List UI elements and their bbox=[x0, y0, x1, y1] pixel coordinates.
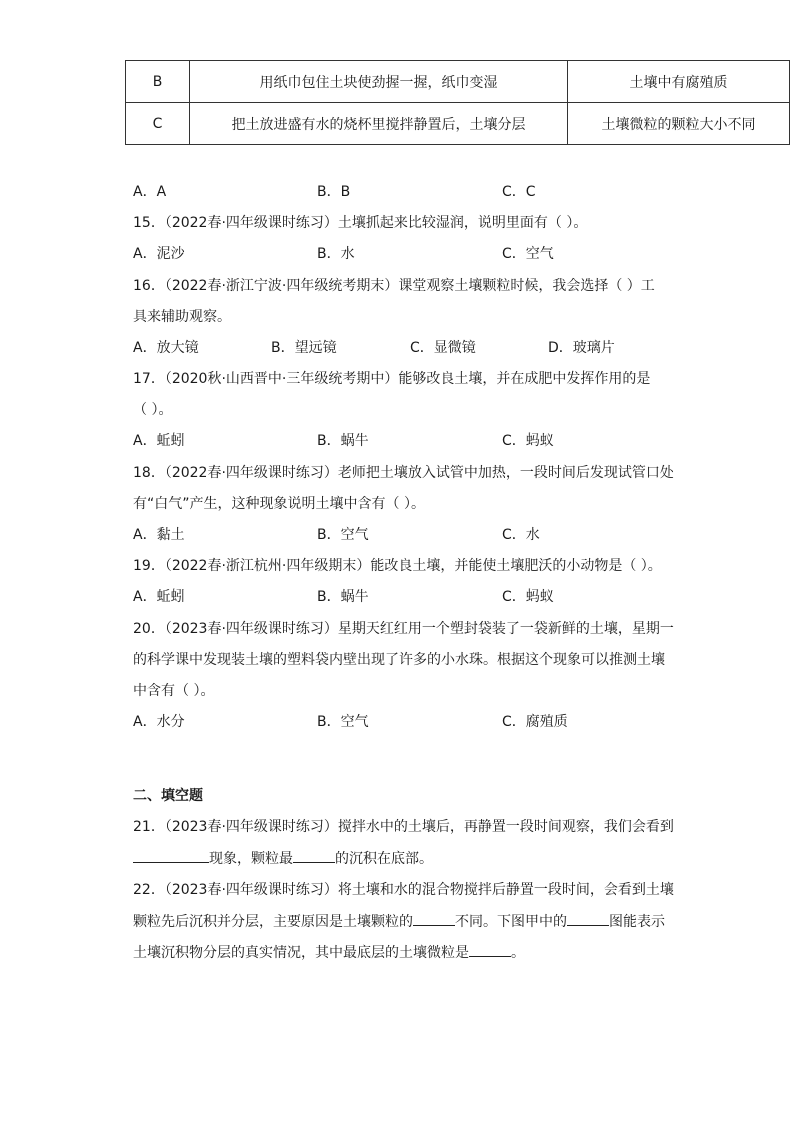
q20-option-a: A．水分 bbox=[133, 714, 185, 730]
q18-stem-line1: 18．（2022春·四年级课时练习）老师把土壤放入试管中加热，一段时间后发现试管口处 bbox=[133, 465, 674, 481]
fill-blank[interactable] bbox=[133, 848, 209, 863]
q21-stem-line2 bbox=[133, 848, 433, 869]
q22-stem-line1: 22．（2023春·四年级课时练习）将土壤和水的混合物搅拌后静置一段时间，会看到土壤 bbox=[133, 882, 674, 898]
q14-option-c: C．C bbox=[502, 184, 536, 200]
fill-blank[interactable] bbox=[413, 911, 455, 926]
row-action: 用纸巾包住土块使劲握一握，纸巾变湿 bbox=[190, 61, 568, 103]
q16-option-c: C．显微镜 bbox=[410, 340, 476, 356]
q18-option-c: C．水 bbox=[502, 527, 540, 543]
q21-stem-line1: 21．（2023春·四年级课时练习）搅拌水中的土壤后，再静置一段时间观察，我们会看到 bbox=[133, 819, 674, 835]
q19-option-c: C．蚂蚁 bbox=[502, 589, 554, 605]
q18-option-a: A．黏土 bbox=[133, 527, 185, 543]
q17-option-b: B．蜗牛 bbox=[317, 433, 369, 449]
q20-stem-line1: 20．（2023春·四年级课时练习）星期天红红用一个塑封袋装了一袋新鲜的土壤，星期一 bbox=[133, 621, 674, 637]
q21-text-a: 现象，颗粒最 bbox=[209, 851, 293, 867]
q20-option-b: B．空气 bbox=[317, 714, 369, 730]
q22-text-a: 颗粒先后沉积并分层，主要原因是土壤颗粒的 bbox=[133, 914, 413, 930]
q17-option-c: C．蚂蚁 bbox=[502, 433, 554, 449]
q22-text-c: 图能表示 bbox=[609, 914, 665, 930]
q22-text-b: 不同。下图甲中的 bbox=[455, 914, 567, 930]
q18-stem-line2: 有“白气”产生，这种现象说明土壤中含有（ ）。 bbox=[133, 496, 425, 512]
q18-option-b: B．空气 bbox=[317, 527, 369, 543]
q17-stem-line1: 17．（2020秋·山西晋中·三年级统考期中）能够改良土壤，并在成肥中发挥作用的是 bbox=[133, 371, 651, 387]
q15-option-a: A．泥沙 bbox=[133, 246, 185, 262]
q21-text-b: 的沉积在底部。 bbox=[335, 851, 433, 867]
q19-stem: 19．（2022春·浙江杭州·四年级期末）能改良土壤，并能使土壤肥沃的小动物是（ ）。 bbox=[133, 558, 662, 574]
q22-stem-line3 bbox=[133, 942, 525, 963]
q16-stem-line1: 16．（2022春·浙江宁波·四年级统考期末）课堂观察土壤颗粒时候，我会选择（ ）工 bbox=[133, 278, 655, 294]
row-conclusion: 土壤中有腐殖质 bbox=[568, 61, 790, 103]
q20-stem-line2: 的科学课中发现装土壤的塑料袋内壁出现了许多的小水珠。根据这个现象可以推测土壤 bbox=[133, 652, 665, 668]
q16-option-d: D．玻璃片 bbox=[548, 340, 615, 356]
section-title: 二、填空题 bbox=[133, 788, 203, 804]
q14-option-a: A．A bbox=[133, 184, 167, 200]
q16-option-b: B．望远镜 bbox=[271, 340, 337, 356]
row-conclusion: 土壤微粒的颗粒大小不同 bbox=[568, 103, 790, 145]
q19-option-b: B．蜗牛 bbox=[317, 589, 369, 605]
q20-option-c: C．腐殖质 bbox=[502, 714, 568, 730]
q17-option-a: A．蚯蚓 bbox=[133, 433, 185, 449]
fill-blank[interactable] bbox=[567, 911, 609, 926]
fill-blank[interactable] bbox=[293, 848, 335, 863]
q20-stem-line3: 中含有（ ）。 bbox=[133, 683, 215, 699]
row-label: B bbox=[126, 61, 190, 103]
q22-text-e: 。 bbox=[511, 945, 525, 961]
q15-option-c: C．空气 bbox=[502, 246, 554, 262]
q22-stem-line2 bbox=[133, 911, 665, 932]
answer-options-table bbox=[125, 60, 790, 145]
row-label: C bbox=[126, 103, 190, 145]
q16-option-a: A．放大镜 bbox=[133, 340, 199, 356]
table-row bbox=[126, 103, 790, 145]
q16-stem-line2: 具来辅助观察。 bbox=[133, 309, 231, 325]
row-action: 把土放进盛有水的烧杯里搅拌静置后，土壤分层 bbox=[190, 103, 568, 145]
table-row bbox=[126, 61, 790, 103]
q19-option-a: A．蚯蚓 bbox=[133, 589, 185, 605]
q15-option-b: B．水 bbox=[317, 246, 355, 262]
q14-option-b: B．B bbox=[317, 184, 351, 200]
q17-stem-line2: （ ）。 bbox=[133, 402, 173, 418]
q15-stem: 15．（2022春·四年级课时练习）土壤抓起来比较湿润，说明里面有（ ）。 bbox=[133, 215, 588, 231]
fill-blank[interactable] bbox=[469, 942, 511, 957]
q22-text-d: 土壤沉积物分层的真实情况，其中最底层的土壤微粒是 bbox=[133, 945, 469, 961]
